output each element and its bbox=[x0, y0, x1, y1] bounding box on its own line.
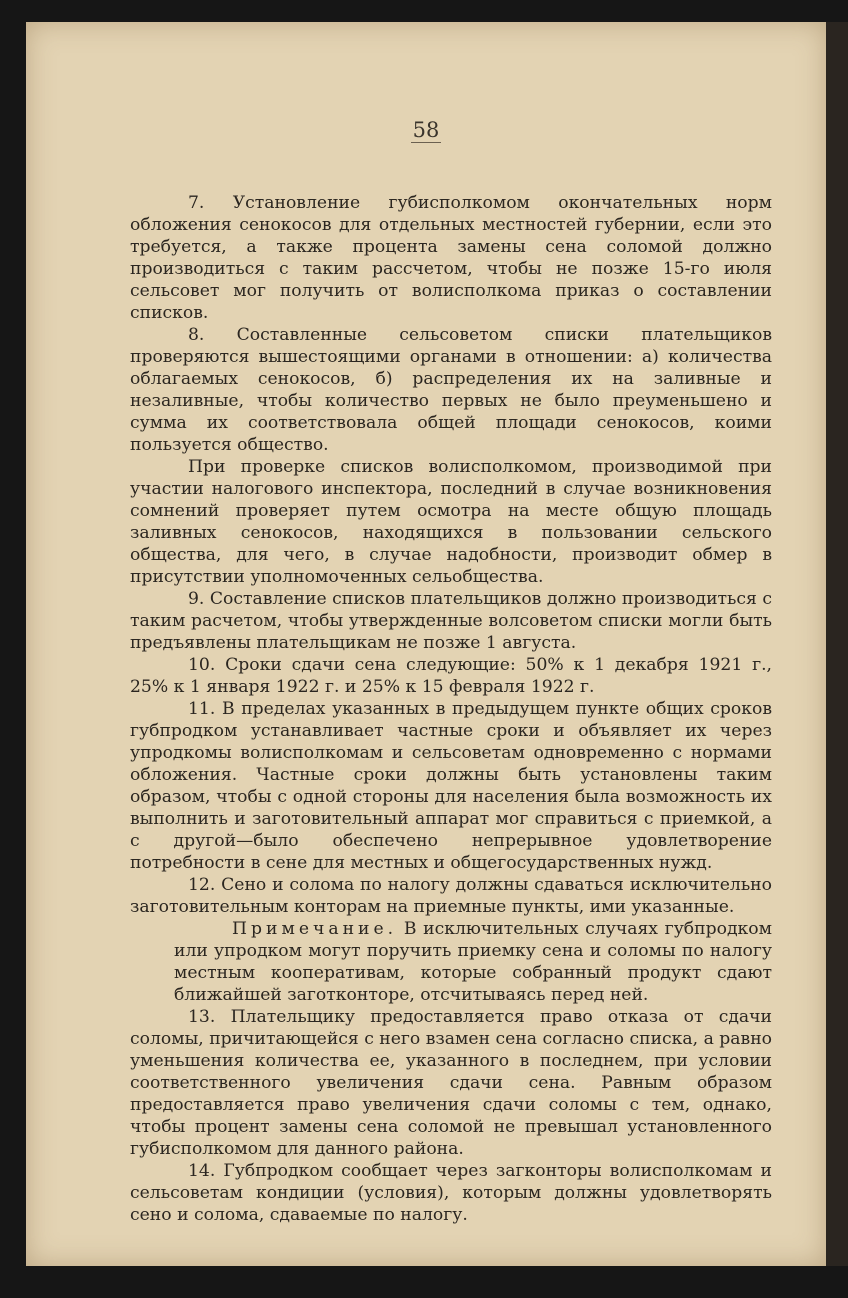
document-page bbox=[26, 22, 826, 1266]
paragraph-8: 8. Составленные сельсоветом списки плательщиков проверяются вышестоящими органами в отношении: а) количества облагаемых сенокосов, б) распределения их на заливные и незаливные, чтобы количество первых не было преуменьшено и сумма их соответствовала общей площади сенокосов, коими пользуется общество. bbox=[130, 325, 772, 455]
paragraph-8-continued: При проверке списков волисполкомом, производимой при участии налогового инспектора, последний в случае возникновения сомнений проверяет путем осмотра на месте общую площадь заливных сенокосов, находящихся в пользовании сельского общества, для чего, в случае надобности, производит обмер в присутствии уполномоченных сельобщества. bbox=[130, 457, 772, 587]
page-edge bbox=[826, 22, 848, 1266]
note-heading: Примечание. bbox=[232, 919, 398, 939]
paragraph-14: 14. Губпродком сообщает через загконторы волисполкомам и сельсоветам кондиции (условия), которым должны удовлетворять сено и солома, сдаваемые по налогу. bbox=[130, 1161, 772, 1225]
paragraph-12: 12. Сено и солома по налогу должны сдаваться исключительно заготовительным конторам на приемные пункты, ими указанные. bbox=[130, 875, 772, 917]
paragraph-10: 10. Сроки сдачи сена следующие: 50% к 1 декабря 1921 г., 25% к 1 января 1922 г. и 25% к 15 февраля 1922 г. bbox=[130, 655, 772, 697]
paragraph-9: 9. Составление списков плательщиков должно производиться с таким расчетом, чтобы утвержденные волсоветом списки могли быть предъявлены плательщикам не позже 1 августа. bbox=[130, 589, 772, 653]
note bbox=[130, 918, 772, 1006]
body-text bbox=[130, 192, 772, 1226]
paragraph-11: 11. В пределах указанных в предыдущем пункте общих сроков губпродком устанавливает частные сроки и объявляет их через упродкомы волисполкомам и сельсоветам одновременно с нормами обложения. Частные сроки должны быть установлены таким образом, чтобы с одной стороны для населения была возможность их выполнить и заготовительный аппарат мог справиться с приемкой, а с другой—было обеспечено непрерывное удовлетворение потребности в сене для местных и общегосударственных нужд. bbox=[130, 699, 772, 873]
note-text: В исключительных случаях губпродком или упродком могут поручить приемку сена и соломы по налогу местным кооперативам, которые собранный продукт сдают ближайшей заготконторе, отсчитываясь перед ней. bbox=[174, 919, 772, 1005]
paragraph-7: 7. Установление губисполкомом окончательных норм обложения сенокосов для отдельных местностей губернии, если это требуется, а также процента замены сена соломой должно производиться с таким рассчетом, чтобы не позже 15-го июля сельсовет мог получить от волисполкома приказ о составлении списков. bbox=[130, 193, 772, 323]
page-number: 58 bbox=[412, 118, 440, 142]
paragraph-13: 13. Плательщику предоставляется право отказа от сдачи соломы, причитающейся с него взамен сена согласно списка, а равно уменьшения количества ее, указанного в последнем, при условии соответственного увеличения сдачи сена. Равным образом предоставляется право увеличения сдачи соломы с тем, однако, чтобы процент замены сена соломой не превышал установленного губисполкомом для данного района. bbox=[130, 1007, 773, 1159]
